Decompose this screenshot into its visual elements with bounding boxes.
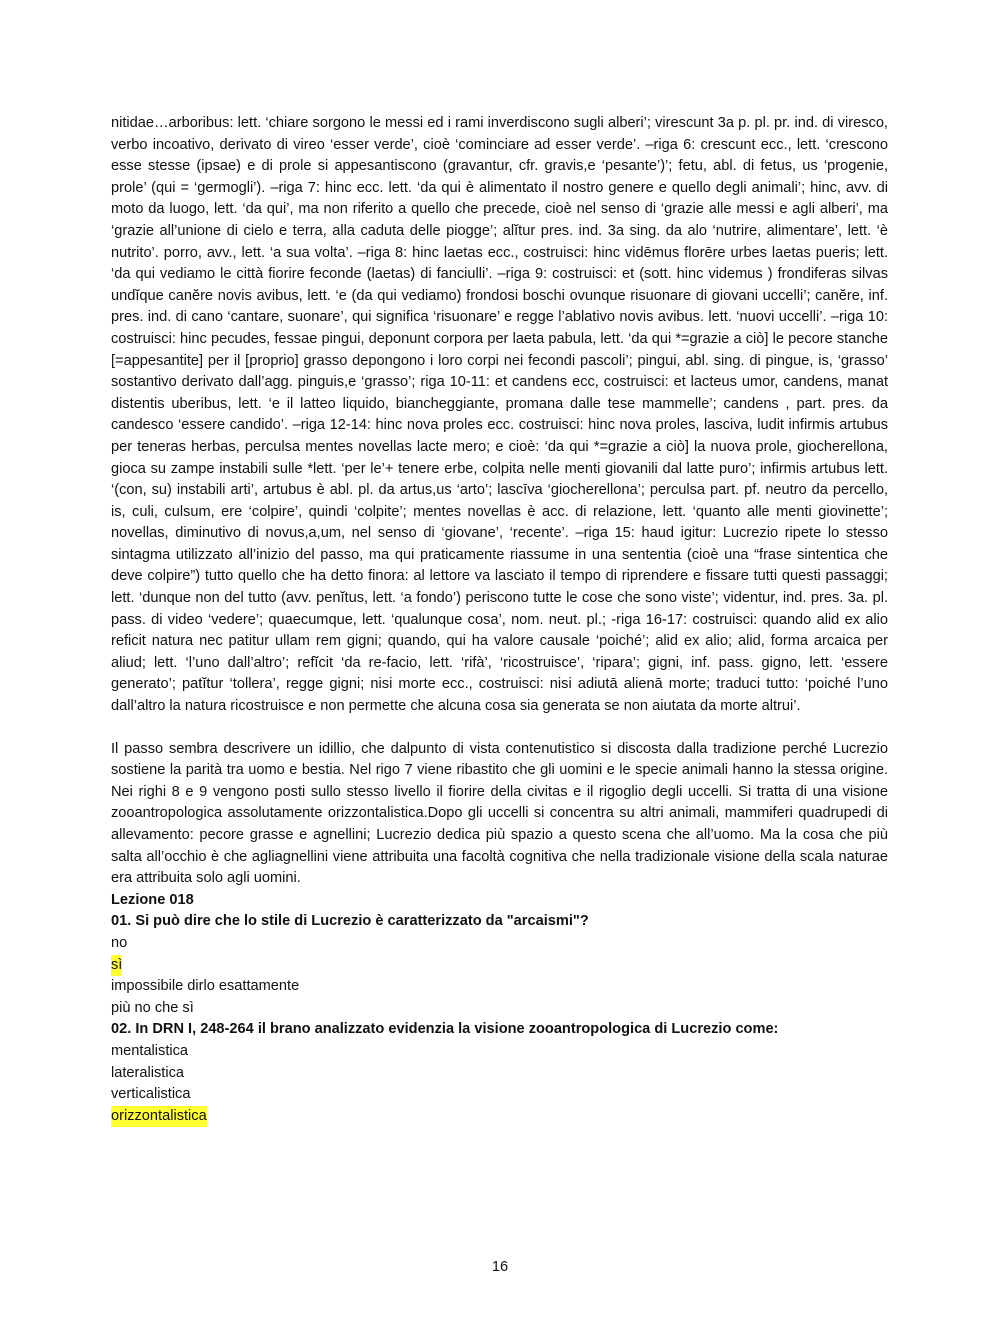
- answer-option: [111, 998, 888, 1020]
- answer-text: lateralistica: [111, 1064, 184, 1081]
- answer-option: [111, 976, 888, 998]
- lesson-title: Lezione 018: [111, 891, 194, 908]
- answer-text: più no che sì: [111, 999, 194, 1016]
- answer-text: orizzontalistica: [111, 1106, 207, 1128]
- answer-option-correct: [111, 955, 888, 977]
- analysis-paragraph: Il passo sembra descrivere un idillio, che dalpunto di vista contenutistico si discosta dalla tradizione perché Lucrezio sostiene la parità tra uomo e bestia. Nel rigo 7 viene ribastito che gli uomini e le specie animali hanno la stessa origine. Nei righi 8 e 9 vengono posti sullo stesso livello il fiorire della civitas e il rigoglio degli uccelli. Si tratta di una visione zooantropologica assolutamente orizzontalistica.Dopo gli uccelli si concentra su altri animali, mammiferi quadrupedi di allevamento: pecore grasse e agnellini; Lucrezio dedica più spazio a questo scena che all’uomo. Ma la cosa che più salta all’occhio è che agliagnellini viene attribuita una facoltà cognitiva che nella tradizionale visione della scala naturae era attribuita solo agli uomini.: [111, 740, 888, 887]
- question-text: 01. Si può dire che lo stile di Lucrezio è caratterizzato da "arcaismi"?: [111, 913, 589, 930]
- answer-option: [111, 1084, 888, 1106]
- question-text: 02. In DRN I, 248-264 il brano analizzato evidenzia la visione zooantropologica di Lucrezio come:: [111, 1021, 779, 1038]
- question-block: [111, 911, 888, 1019]
- answer-text: mentalistica: [111, 1042, 189, 1059]
- commentary-paragraph: nitidae…arboribus: lett. ‘chiare sorgono le messi ed i rami inverdiscono sugli alberi’; virescunt 3a p. pl. pr. ind. di viresco, verbo incoativo, derivato di vireo ‘esser verde’, cioè ‘cominciare ad esser verde’. –riga 6: crescunt ecc., lett. ‘crescono esse stesse (ipsae) e di prole si appesantiscono (gravantur, cfr. gravis,e ‘pesante’)’; fetu, abl. di fetus, us ‘progenie, prole’ (qui = ‘germogli’). –riga 7: hinc ecc. lett. ‘da qui è alimentato il nostro genere e quello degli animali’; hinc, avv. di moto da luogo, lett. ‘da qui’, ma non riferito a quello che precede, cioè nel senso di ‘grazie alle messi e agli alberi’, ma ‘grazie all’unione di cielo e terra, alla caduta delle piogge’; alĭtur pres. ind. 3a sing. da alo ‘nutrire, alimentare’, lett. ‘è nutrito’. porro, avv., lett. ‘a sua volta’. –riga 8: hinc laetas ecc., costruisci: hinc vidēmus florēre urbes laetas pueris; lett. ‘da qui vediamo le città fiorire feconde (laetas) di fanciulli’. –riga 9: costruisci: et (sott. hinc videmus ) frondiferas silvas undĭque canĕre novis avibus, lett. ‘e (da qui vediamo) frondosi boschi ovunque risuonare di giovani uccelli’; canĕre, inf. pres. ind. di cano ‘cantare, suonare’, qui significa ‘risuonare’ e regge l’ablativo novis avibus. lett. ‘nuovi uccelli’. –riga 10: costruisci: hinc pecudes, fessae pingui, deponunt corpora per laeta pabula, lett. ‘da qui *=grazie a ciò] le pecore stanche [=appesantite] per il [proprio] grasso depongono i loro corpi nei fecondi pascoli’; pingui, abl. sing. di pingue, is, ‘grasso’ sostantivo derivato dall’agg. pinguis,e ‘grasso’; riga 10-11: et candens ecc, costruisci: et lacteus umor, candens, manat distentis uberibus, lett. ‘e il latteo liquido, biancheggiante, promana dalle tese mammelle’; candens , part. pres. da candesco ‘essere candido’. –riga 12-14: hinc nova proles ecc. costruisci: hinc nova proles, lasciva, ludit infirmis artubus per teneras herbas, perculsa mentes novellas lacte mero; e cioè: ‘da qui *=grazie a ciò] la nuova prole, giocherellona, gioca su zampe instabili sulle *lett. ‘per le’+ tenere erbe, colpita nelle menti giovanili dal latte puro’; infirmis artubus lett. ‘(con, su) instabili arti’, artubus è abl. pl. da artus,us ‘arto’; lascīva ‘giocherellona’; perculsa part. pf. neutro da percello, is, culi, culsum, ere ‘colpire’, quindi ‘colpite’; mentes novellas è acc. di relazione, lett. ‘quanto alle menti giovinette’; novellas, diminutivo di novus,a,um, nel senso di ‘giovane’, ‘recente’. –riga 15: haud igitur: Lucrezio ripete lo stesso sintagma utilizzato all’inizio del passo, ma qui praticamente riassume in una sententia (cioè una “frase sintentica che deve colpire”) tutto quello che ha detto finora: al lettore va lasciato il tempo di riprendere e fissare tutti questi passaggi; lett. ‘dunque non del tutto (avv. penĭtus, lett. ‘a fondo’) periscono tutte le cose che sono viste’; videntur, ind. pres. 3a. pl. pass. di video ‘vedere’; quaecumque, lett. ‘qualunque cosa’, nom. neut. pl.; -riga 16-17: costruisci: quando alid ex alio reficit natura nec patitur ullam rem gigni; quando, qui ha valore causale ‘poiché’; alid ex alio; alid, forma arcaica per aliud; lett. ‘l’uno dall’altro’; refĭcit ‘da re-facio, lett. ‘rifà’, ‘ricostruisce’, ‘ripara’; gigni, inf. pass. gigno, lett. ‘essere generato’; patĭtur ‘tollera’, regge gigni; nisi morte ecc., costruisci: nisi adiutā alienā morte; traduci tutto: ‘poiché l’uno dall’altro la natura ricostruisce e non permette che alcuna cosa sia generata se non aiutata da morte altrui’.: [111, 115, 888, 715]
- answer-option: [111, 1041, 888, 1063]
- answer-option-correct: [111, 1106, 888, 1128]
- answer-text: verticalistica: [111, 1086, 191, 1103]
- answer-text: sì: [111, 955, 122, 977]
- answer-option: [111, 1063, 888, 1085]
- question-block: [111, 1019, 888, 1127]
- answer-text: no: [111, 934, 128, 951]
- document-page: [111, 113, 888, 1127]
- answer-option: [111, 933, 888, 955]
- answer-text: impossibile dirlo esattamente: [111, 978, 300, 995]
- page-number: 16: [491, 1259, 509, 1275]
